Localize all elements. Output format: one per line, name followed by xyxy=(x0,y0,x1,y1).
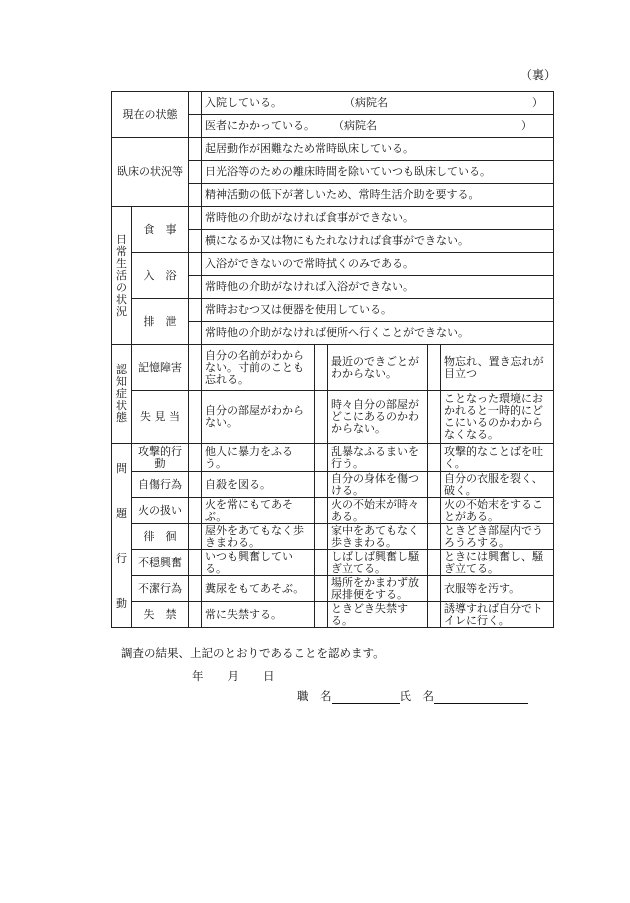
daily-bath-row-1 xyxy=(112,253,554,276)
checkbox[interactable] xyxy=(315,498,328,524)
wandering-label: 徘 徊 xyxy=(132,524,189,550)
year-label: 年 xyxy=(192,669,204,683)
memory-label: 記憶障害 xyxy=(132,345,189,391)
daily-option: 常時おむつ又は便器を使用している。 xyxy=(202,299,554,322)
problem-option: 火の不始末が時々ある。 xyxy=(328,498,428,524)
dementia-option: ことなった環境におかれると一時的にどこにいるのかわからなくなる。 xyxy=(441,391,554,444)
bedridden-option: 起居動作が困難なため常時臥床している。 xyxy=(202,138,554,161)
problem-option: 糞尿をもてあそぶ。 xyxy=(202,576,315,602)
problem-option: 乱暴なふるまいを行う。 xyxy=(328,444,428,472)
problem-option: 屋外をあてもなく歩きまわる。 xyxy=(202,524,315,550)
name-field[interactable] xyxy=(434,691,528,704)
problem-option: しばしば興奮し騒ぎ立てる。 xyxy=(328,550,428,576)
date-line xyxy=(192,668,275,684)
checkbox[interactable] xyxy=(189,550,202,576)
label-char: 行 xyxy=(116,551,127,565)
incontinence-label: 失 禁 xyxy=(132,602,189,628)
label-char: 知 xyxy=(116,375,127,388)
month-label: 月 xyxy=(227,669,239,683)
checkbox[interactable] xyxy=(315,550,328,576)
label-char: 常 xyxy=(116,244,127,258)
checkbox[interactable] xyxy=(428,444,441,472)
aggressive-label: 攻撃的行動 xyxy=(132,444,189,472)
problem-option: ときどき部屋内でうろうろする。 xyxy=(441,524,554,550)
dementia-label xyxy=(112,345,132,444)
checkbox[interactable] xyxy=(189,602,202,628)
unsanitary-label: 不潔行為 xyxy=(132,576,189,602)
dementia-memory-row xyxy=(112,345,554,391)
paren-close: ） xyxy=(521,119,532,132)
checkbox[interactable] xyxy=(189,138,202,161)
bedridden-row-1 xyxy=(112,138,554,161)
signature-line xyxy=(297,688,528,704)
label-char: 題 xyxy=(116,506,127,520)
label-char: 態 xyxy=(116,411,127,424)
paren-close: ） xyxy=(532,96,543,109)
daily-option: 入浴ができないので常時拭くのみである。 xyxy=(202,253,554,276)
checkbox[interactable] xyxy=(315,524,328,550)
checkbox[interactable] xyxy=(428,524,441,550)
dementia-option: 自分の名前がわからない。寸前のことも忘れる。 xyxy=(202,345,315,391)
label-char: 認 xyxy=(116,363,127,376)
checkbox[interactable] xyxy=(428,345,441,391)
checkbox[interactable] xyxy=(189,253,202,276)
problem-option: 自分の衣服を裂く、破く。 xyxy=(441,472,554,498)
bedridden-option: 精神活動の低下が著しいため、常時生活介助を要する。 xyxy=(202,184,554,207)
toilet-label: 排 泄 xyxy=(132,299,189,345)
label-char: 日 xyxy=(116,232,127,246)
checkbox[interactable] xyxy=(315,391,328,444)
label-char: 況 xyxy=(116,304,127,318)
problem-option: 家中をあてもなく歩きまわる。 xyxy=(328,524,428,550)
checkbox[interactable] xyxy=(428,472,441,498)
label-char: 動 xyxy=(116,596,127,610)
problem-option: 自殺を図る。 xyxy=(202,472,315,498)
problem-option: いつも興奮している。 xyxy=(202,550,315,576)
bedridden-option: 日光浴等のための離床時間を除いていつも臥床している。 xyxy=(202,161,554,184)
problem-option: 他人に暴力をふるう。 xyxy=(202,444,315,472)
job-title-field[interactable] xyxy=(332,691,400,704)
problem-option: 衣服等を汚す。 xyxy=(441,576,554,602)
problem-aggressive-row xyxy=(112,444,554,472)
checkbox[interactable] xyxy=(189,576,202,602)
label-char: 問 xyxy=(116,461,127,475)
problem-option: 火を常にもてあそぶ。 xyxy=(202,498,315,524)
current-option xyxy=(202,92,554,115)
label-char: 状 xyxy=(116,399,127,412)
checkbox[interactable] xyxy=(189,498,202,524)
problem-option: 場所をかまわず放尿排便をする。 xyxy=(328,576,428,602)
checkbox[interactable] xyxy=(315,444,328,472)
agitation-label: 不穏興奮 xyxy=(132,550,189,576)
problem-option: 自分の身体を傷つける。 xyxy=(328,472,428,498)
dementia-option: 時々自分の部屋がどこにあるのかわからない。 xyxy=(328,391,428,444)
checkbox[interactable] xyxy=(189,276,202,299)
checkbox[interactable] xyxy=(189,345,202,391)
label-char: の xyxy=(116,280,127,294)
problem-behavior-label xyxy=(112,444,132,628)
label-char: 症 xyxy=(116,387,127,400)
job-title-label: 職 名 xyxy=(297,689,332,703)
daily-option: 常時他の介助がなければ便所へ行くことができない。 xyxy=(202,322,554,345)
checkbox[interactable] xyxy=(189,524,202,550)
checkbox[interactable] xyxy=(189,322,202,345)
option-text: 医者にかかっている。 xyxy=(205,119,315,132)
fire-label: 火の扱い xyxy=(132,498,189,524)
dementia-option: 最近のできごとがわからない。 xyxy=(328,345,428,391)
problem-incontinence-row xyxy=(112,602,554,628)
problem-agitation-row xyxy=(112,550,554,576)
current-row-1 xyxy=(112,92,554,115)
problem-option: 誘導すれば自分でトイレに行く。 xyxy=(441,602,554,628)
bath-label: 入 浴 xyxy=(132,253,189,299)
problem-option: 常に失禁する。 xyxy=(202,602,315,628)
hospital-name-label: （病院名 xyxy=(344,96,388,109)
label-char: 状 xyxy=(116,292,127,306)
problem-option: 火の不始末をすることがある。 xyxy=(441,498,554,524)
hospital-name-label: （病院名 xyxy=(333,119,377,132)
checkbox[interactable] xyxy=(428,550,441,576)
problem-option: ときには興奮し、騒ぎ立てる。 xyxy=(441,550,554,576)
dementia-option: 自分の部屋がわからない。 xyxy=(202,391,315,444)
daily-meal-row-1 xyxy=(112,207,554,230)
problem-selfharm-row xyxy=(112,472,554,498)
daily-option: 常時他の介助がなければ食事ができない。 xyxy=(202,207,554,230)
checkbox[interactable] xyxy=(189,230,202,253)
conclusion-statement: 調査の結果、上記のとおりであることを認めます。 xyxy=(121,646,385,660)
meal-label: 食 事 xyxy=(132,207,189,253)
checkbox[interactable] xyxy=(189,391,202,444)
checkbox[interactable] xyxy=(428,602,441,628)
checkbox[interactable] xyxy=(189,472,202,498)
label-char: 生 xyxy=(116,256,127,270)
checkbox[interactable] xyxy=(189,115,202,138)
day-label: 日 xyxy=(263,669,275,683)
label-char: 活 xyxy=(116,268,127,282)
checkbox[interactable] xyxy=(189,444,202,472)
name-label: 氏 名 xyxy=(399,689,434,703)
checkbox[interactable] xyxy=(428,576,441,602)
selfharm-label: 自傷行為 xyxy=(132,472,189,498)
dementia-option: 物忘れ、置き忘れが目立つ xyxy=(441,345,554,391)
checkbox[interactable] xyxy=(189,92,202,115)
checkbox[interactable] xyxy=(189,184,202,207)
daily-toilet-row-1 xyxy=(112,299,554,322)
daily-option: 横になるか又は物にもたれなければ食事ができない。 xyxy=(202,230,554,253)
current-option xyxy=(202,115,554,138)
page-side-mark: （裏） xyxy=(520,68,557,82)
dementia-disorientation-row xyxy=(112,391,554,444)
daily-life-label xyxy=(112,207,132,345)
survey-table xyxy=(111,91,554,628)
problem-fire-row xyxy=(112,498,554,524)
checkbox[interactable] xyxy=(315,472,328,498)
checkbox[interactable] xyxy=(315,345,328,391)
problem-wandering-row xyxy=(112,524,554,550)
checkbox[interactable] xyxy=(189,161,202,184)
problem-option: ときどき失禁する。 xyxy=(328,602,428,628)
checkbox[interactable] xyxy=(428,498,441,524)
option-text: 入院している。 xyxy=(205,96,282,109)
daily-option: 常時他の介助がなければ入浴ができない。 xyxy=(202,276,554,299)
disorientation-label: 失 見 当 xyxy=(132,391,189,444)
checkbox[interactable] xyxy=(315,576,328,602)
current-status-label: 現在の状態 xyxy=(112,92,189,138)
checkbox[interactable] xyxy=(189,299,202,322)
problem-option: 攻撃的なことばを吐く。 xyxy=(441,444,554,472)
problem-unsanitary-row xyxy=(112,576,554,602)
checkbox[interactable] xyxy=(428,391,441,444)
checkbox[interactable] xyxy=(315,602,328,628)
bedridden-status-label: 臥床の状況等 xyxy=(112,138,189,207)
checkbox[interactable] xyxy=(189,207,202,230)
